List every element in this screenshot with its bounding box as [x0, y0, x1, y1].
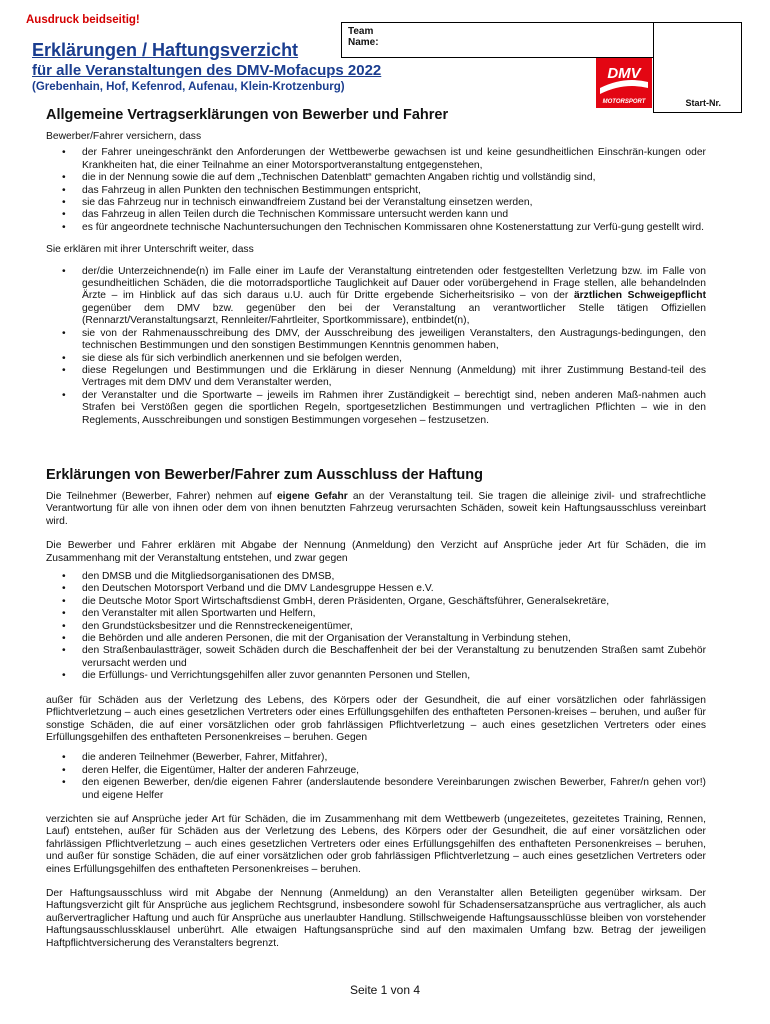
section-general	[46, 131, 706, 427]
list-item: • das Fahrzeug in allen Teilen durch die Technischen Kommissare untersucht werden kann und	[46, 209, 706, 221]
list-item: • deren Helfer, die Eigentümer, Halter der anderen Fahrzeuge,	[46, 765, 706, 777]
intro-text: Bewerber/Fahrer versichern, dass	[46, 131, 202, 142]
list-item: • den DMSB und die Mitgliedsorganisationen des DMSB,	[46, 571, 706, 583]
list-item: • den Veranstalter mit allen Sportwarten und Helfern,	[46, 608, 706, 620]
list-item: • der/die Unterzeichnende(n) im Falle einer im Laufe der Veranstaltung eintretenden oder festgestellten Verletzung bzw. im Falle von gesundheitlichen Schäden, die die motorradsportliche Tauglichkeit auf Dauer oder vorübergehend in Frage stellen, alle behandelnden Ärzte – im Hinblick auf das sich daraus u.U. auch für Dritte ergebende Sicherheitsrisiko – von der ärztlichen Schweigepflicht gegenüber dem DMV bzw. gegenüber den bei der Veranstaltung an verantwortlicher Stelle tätigen Offiziellen (Rennarzt/Veranstaltungsarzt, Rennleiter/Fahrtleiter, Sportkommissare), entbindet(n),	[46, 266, 706, 328]
list-item: • die in der Nennung sowie die auf dem „Technischen Datenblatt“ gemachten Angaben richtig und vollständig sind,	[46, 172, 706, 184]
list-item: • die Deutsche Motor Sport Wirtschaftsdienst GmbH, deren Präsidenten, Organe, Geschäftsführer, Generalsekretäre,	[46, 596, 706, 608]
list-item: • der Fahrer uneingeschränkt den Anforderungen der Wettbewerbe gewachsen ist und keine gesundheitlichen Einschrän-kungen oder Krankheiten hat, die einer Teilnahme an einer Motorsportveranstaltung entgegenstehen,	[46, 147, 706, 172]
list-item: • den Straßenbaulastträger, soweit Schäden durch die Beschaffenheit der bei der Veranstaltung zu benutzenden Straßen samt Zubehör verursacht werden und	[46, 645, 706, 670]
declaration-list	[46, 147, 706, 234]
list-item: • die Erfüllungs- und Verrichtungsgehilfen aller zuvor genannten Personen und Stellen,	[46, 670, 706, 682]
declaration-list-2	[46, 266, 706, 427]
page-number: Seite 1 von 4	[349, 983, 421, 997]
waiver-list	[46, 571, 706, 683]
print-note: Ausdruck beidseitig!	[26, 14, 140, 26]
list-item: • es für angeordnete technische Nachuntersuchungen den Technischen Kommissaren ohne Kostenerstattung zur Verfü-gung gestellt wird.	[46, 222, 706, 234]
bold-phrase: eigene Gefahr	[276, 491, 348, 502]
list-item: • sie das Fahrzeug nur in technisch einwandfreiem Zustand bei der Veranstaltung einsetzen werden,	[46, 197, 706, 209]
intro-text-2: Sie erklären mit ihrer Unterschrift weiter, dass	[46, 244, 254, 256]
event-locations: (Grebenhain, Hof, Kefenrod, Aufenau, Klein-Krotzenburg)	[32, 81, 345, 93]
paragraph: Die Bewerber und Fahrer erklären mit Abgabe der Nennung (Anmeldung) den Verzicht auf Ansprüche jeder Art für Schäden, die im Zusammenhang mit der Veranstaltung entstehen, und zwar gegen	[46, 540, 706, 564]
logo-subtext: MOTORSPORT	[602, 99, 646, 105]
team-name-field[interactable]	[341, 22, 654, 58]
list-item: • die anderen Teilnehmer (Bewerber, Fahrer, Mitfahrer),	[46, 752, 706, 764]
paragraph: verzichten sie auf Ansprüche jeder Art für Schäden, die im Zusammenhang mit dem Wettbewerb (ungezeitetes, gezeitetes Training, Rennen, Lauf) entstehen, außer für Schäden aus der Verletzung des Lebens, des Körpers oder der Gesundheit, die auf einer vorsätzlichen oder fahrlässigen Pflichtverletzung – auch eines gesetzlichen Vertreters oder eines Erfüllungsgehilfen des enthafteten Personenkreises – beruhen, und außer für sonstige Schäden, die auf einer vorsätzlichen oder grob fahrlässigen Pflichtverletzung – auch eines gesetzlichen Vertreters oder eines Erfüllungsgehilfen des enthafteten Personenkreises – beruhen.	[46, 813, 706, 875]
paragraph: Der Haftungsausschluss wird mit Abgabe der Nennung (Anmeldung) an den Veranstalter allen Beteiligten gegenüber wirksam. Der Haftungsverzicht gilt für Ansprüche aus jeglichem Rechtsgrund, insbesondere sowohl für Schadensersatzansprüche aus vertraglicher, als auch außervertraglicher Haftung und auch für Ansprüche aus unerlaubter Handlung. Stillschweigende Haftungsausschlüsse bleiben von vorstehender Haftungsausschlussklausel unberührt. Alle etwaigen Haftungsansprüche sind auf den maximalen Umfang bzw. Betrag der jeweiligen Haftpflichtversicherung des Veranstalters begrenzt.	[46, 887, 706, 949]
list-item: • den Grundstücksbesitzer und die Rennstreckeneigentümer,	[46, 621, 706, 633]
start-number-label: Start-Nr.	[685, 98, 721, 108]
waiver-list-2	[46, 752, 706, 802]
list-item: • sie diese als für sich verbindlich anerkennen und sie befolgen werden,	[46, 353, 706, 365]
paragraph: Die Teilnehmer (Bewerber, Fahrer) nehmen auf eigene Gefahr an der Veranstaltung teil. Sie tragen die alleinige zivil- und strafrechtliche Verantwortung für alle von ihnen oder dem von ihnen benutzten Fahrzeug verursachten Schäden, soweit kein Haftungsausschluss vereinbart wird.	[46, 491, 707, 527]
page-title: Erklärungen / Haftungsverzicht	[32, 40, 299, 60]
bold-phrase: ärztlichen Schweigepflicht	[573, 290, 706, 302]
list-item: • den Deutschen Motorsport Verband und die DMV Landesgruppe Hessen e.V.	[46, 583, 706, 595]
list-item: • diese Regelungen und Bestimmungen und die Erklärung in dieser Nennung (Anmeldung) mit ihrer Zustimmung Bestand-teil des Vertrages mit dem DMV und dem Veranstalter werden,	[46, 365, 706, 390]
list-item: • sie von der Rahmenausschreibung des DMV, der Ausschreibung des jeweiligen Veranstalters, den Austragungs-bedingungen, den technischen Bestimmungen und den sonstigen Bestimmungen Kenntnis genommen haben,	[46, 328, 706, 353]
logo-text: DMV	[607, 65, 641, 82]
section-heading-liability: Erklärungen von Bewerber/Fahrer zum Ausschluss der Haftung	[46, 467, 483, 483]
page-subtitle: für alle Veranstaltungen des DMV-Mofacups 2022	[32, 62, 382, 79]
list-item: • den eigenen Bewerber, den/die eigenen Fahrer (anderslautende besondere Vereinbarungen zwischen Bewerber, Fahrer/n gehen vor!) und eigene Helfer	[46, 777, 706, 802]
list-item: • die Behörden und alle anderen Personen, die mit der Organisation der Veranstaltung in Verbindung stehen,	[46, 633, 706, 645]
section-liability	[46, 491, 706, 950]
dmv-logo	[596, 58, 652, 108]
start-number-field[interactable]	[602, 22, 742, 113]
paragraph: außer für Schäden aus der Verletzung des Lebens, des Körpers oder der Gesundheit, die auf einer vorsätzlichen oder fahrlässigen Pflichtverletzung – auch eines gesetzlichen Vertreters oder eines Erfüllungsgehilfen des enthafteten Personen-kreises – beruhen, und außer für sonstige Schäden, die auf einer vorsätzlichen oder grob fahrlässigen Pflichtverletzung – auch eines gesetzlichen Vertreters oder eines Erfüllungsgehilfen des enthafteten Personenkreises – beruhen. Gegen	[46, 694, 706, 743]
team-name-label: Team Name:	[348, 26, 379, 48]
section-heading-general: Allgemeine Vertragserklärungen von Bewerber und Fahrer	[46, 107, 449, 123]
list-item: • der Veranstalter und die Sportwarte – jeweils im Rahmen ihrer Zuständigkeit – berechtigt sind, neben anderen Maß-nahmen auch Strafen bei Verstößen gegen die sportlichen Regeln, sportgesetzlichen Bestimmungen und vertraglichen Pflichten – wie in den Reglements, Ausschreibungen und sonstigen Bestimmungen vorgesehen – festzusetzen.	[46, 390, 706, 427]
list-item: • das Fahrzeug in allen Punkten den technischen Bestimmungen entspricht,	[46, 185, 706, 197]
